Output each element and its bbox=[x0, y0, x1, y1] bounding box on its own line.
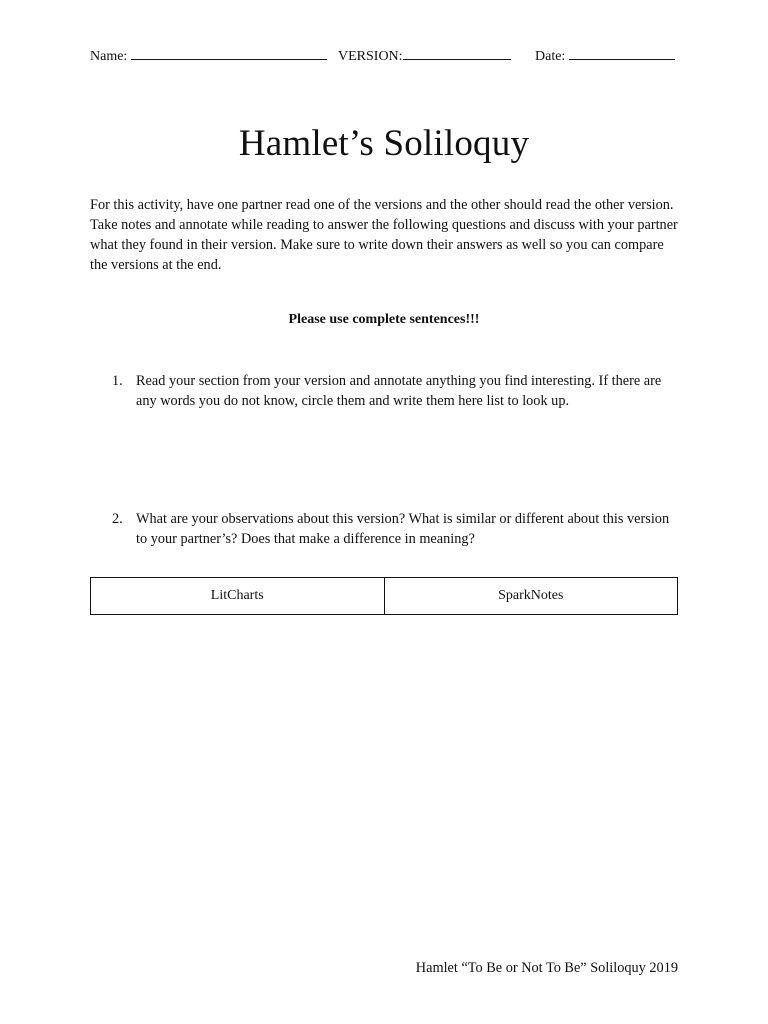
table-header-litcharts: LitCharts bbox=[210, 588, 264, 603]
version-label: VERSION: bbox=[338, 49, 403, 64]
intro-paragraph: For this activity, have one partner read one of the versions and the other should read the other version. Take notes and annotate while reading to answer the following questions and discuss with your partner what they found in their version. Make sure to write down their answers as well so you can compare the versions at the end. bbox=[90, 197, 678, 273]
question-number: 1. bbox=[112, 373, 123, 389]
version-field bbox=[338, 47, 511, 65]
date-label: Date: bbox=[535, 49, 566, 64]
name-blank-line[interactable] bbox=[131, 47, 327, 60]
name-label: Name: bbox=[90, 49, 128, 64]
comparison-table bbox=[90, 577, 678, 615]
name-field bbox=[90, 47, 327, 65]
question-number: 2. bbox=[112, 511, 123, 527]
date-field bbox=[535, 47, 675, 65]
question-text: What are your observations about this version? What is similar or different about this version to your partner’s? Does that make a difference in meaning? bbox=[136, 511, 670, 547]
page-title: Hamlet’s Soliloquy bbox=[238, 123, 530, 164]
instruction-emphasis: Please use complete sentences!!! bbox=[288, 312, 480, 327]
table-header-sparknotes: SparkNotes bbox=[384, 578, 678, 614]
date-blank-line[interactable] bbox=[569, 47, 675, 60]
question-text: Read your section from your version and annotate anything you find interesting. If there are any words you do not know, circle them and write them here list to look up. bbox=[136, 373, 662, 409]
version-blank-line[interactable] bbox=[403, 47, 511, 60]
page-footer: Hamlet “To Be or Not To Be” Soliloquy 2019 bbox=[415, 960, 678, 976]
